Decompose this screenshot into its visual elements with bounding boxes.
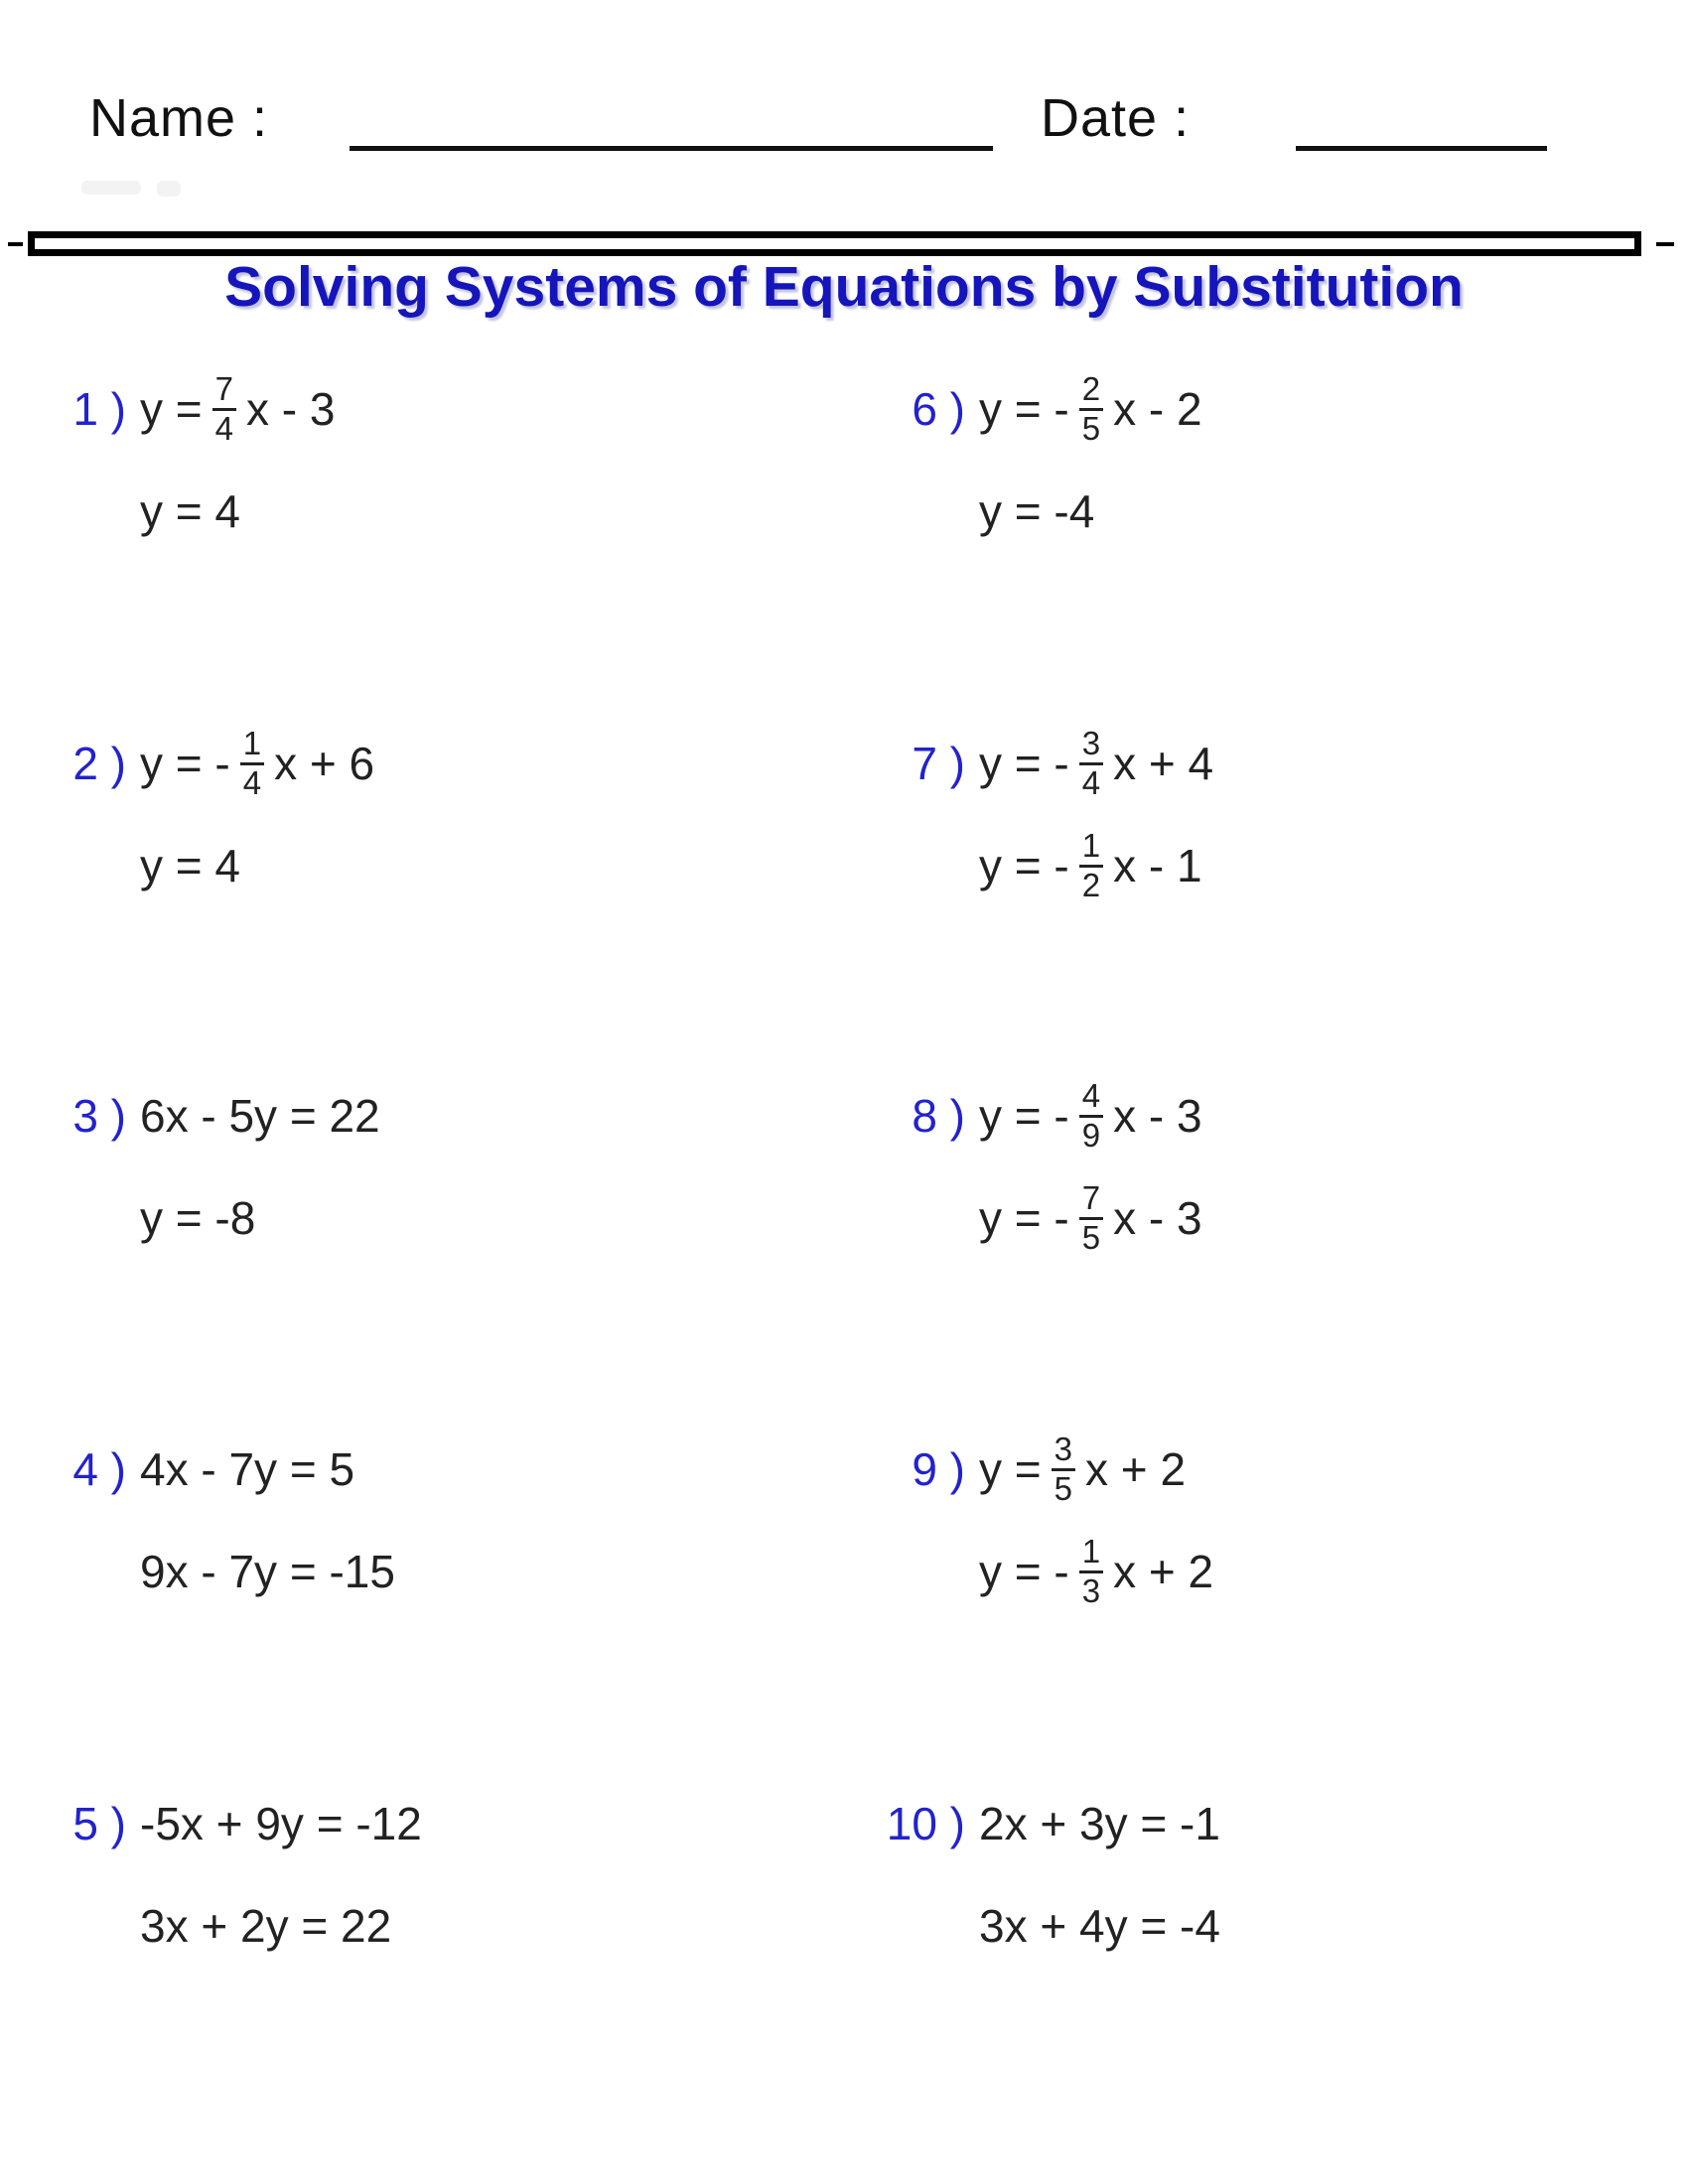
equation-text: 4x - 7y = 5	[140, 1443, 355, 1495]
problem-block	[876, 364, 1202, 556]
equation-text: 2x + 3y = -1	[979, 1798, 1220, 1849]
problem-second-line	[876, 1527, 1213, 1616]
problem-first-line	[876, 364, 1202, 454]
fraction-denominator: 2	[1079, 865, 1103, 903]
equation-line	[979, 369, 1202, 447]
fraction-numerator: 1	[1081, 1532, 1101, 1570]
problem-block	[876, 1779, 1220, 1971]
equation-text: y = -8	[140, 1192, 256, 1244]
equation-line	[140, 1545, 395, 1598]
fraction-numerator: 7	[1081, 1178, 1101, 1216]
problem-second-line	[876, 467, 1202, 556]
problem-block	[37, 1425, 395, 1616]
problem-number: 4 )	[72, 1443, 126, 1495]
fraction-denominator: 4	[212, 408, 236, 447]
fraction	[1079, 724, 1103, 801]
problem-second-line	[37, 1527, 395, 1616]
problem-number: 9 )	[912, 1443, 965, 1495]
equation-text: x + 4	[1113, 738, 1214, 789]
problem-first-line	[37, 1425, 395, 1514]
name-label: Name :	[89, 88, 269, 148]
fraction	[1079, 369, 1103, 447]
equation-text: x + 6	[274, 738, 375, 789]
fraction	[1052, 1430, 1075, 1507]
page-title: Solving Systems of Equations by Substitution	[224, 255, 1464, 319]
equation-line	[140, 484, 240, 538]
name-input-line[interactable]	[350, 146, 993, 151]
equation-line	[140, 839, 240, 892]
equation-line	[979, 1430, 1187, 1507]
problem-block	[37, 719, 374, 910]
equation-text: 6x - 5y = 22	[140, 1090, 380, 1142]
equation-text: y = -	[979, 383, 1069, 435]
problem-number: 3 )	[72, 1090, 126, 1142]
equation-line	[140, 724, 375, 801]
problem-second-line	[876, 821, 1213, 910]
problem-first-line	[37, 364, 335, 454]
equation-line	[979, 1076, 1202, 1154]
problem-number: 7 )	[912, 738, 965, 789]
problem-first-line	[876, 719, 1213, 808]
problem-second-line	[37, 1173, 380, 1263]
equation-text: y = 4	[140, 485, 241, 537]
equation-line	[140, 1442, 354, 1496]
problem-block	[876, 719, 1213, 910]
problem-first-line	[37, 1071, 380, 1160]
problem-block	[37, 364, 335, 556]
fraction	[1079, 826, 1103, 903]
fraction-numerator: 7	[214, 369, 234, 407]
equation-text: x - 3	[246, 383, 336, 435]
fraction-numerator: 1	[242, 724, 262, 761]
equation-text: y = -	[140, 738, 230, 789]
watermark-smudge	[157, 181, 181, 197]
date-input-line[interactable]	[1296, 146, 1547, 151]
divider-dash-right	[1656, 242, 1674, 246]
equation-text: y =	[979, 1443, 1042, 1495]
problem-first-line	[876, 1425, 1213, 1514]
date-label: Date :	[1041, 88, 1191, 148]
problem-second-line	[37, 821, 374, 910]
equation-text: y = -4	[979, 485, 1095, 537]
problem-first-line	[37, 1779, 422, 1868]
equation-text: -5x + 9y = -12	[140, 1798, 422, 1849]
equation-text: x + 2	[1085, 1443, 1187, 1495]
equation-line	[979, 1899, 1220, 1953]
fraction-numerator: 4	[1081, 1076, 1101, 1114]
problem-block	[37, 1071, 380, 1263]
equation-text: 3x + 4y = -4	[979, 1900, 1220, 1952]
equation-line	[979, 1797, 1220, 1850]
problem-block	[876, 1071, 1202, 1263]
equation-text: x + 2	[1113, 1546, 1214, 1597]
equation-line	[140, 369, 336, 447]
equation-text: y =	[140, 383, 203, 435]
fraction-denominator: 3	[1079, 1570, 1103, 1609]
fraction	[1079, 1178, 1103, 1256]
problem-second-line	[876, 1173, 1202, 1263]
equation-line	[140, 1899, 391, 1953]
problem-block	[37, 1779, 422, 1971]
problem-second-line	[37, 467, 335, 556]
fraction-denominator: 4	[1079, 762, 1103, 801]
problem-second-line	[37, 1881, 422, 1971]
problem-number: 10 )	[886, 1798, 965, 1849]
fraction-numerator: 1	[1081, 826, 1101, 864]
equation-line	[140, 1089, 380, 1143]
divider-bar	[28, 231, 1641, 256]
equation-text: x - 1	[1113, 840, 1202, 891]
equation-line	[979, 1532, 1214, 1609]
fraction	[1079, 1076, 1103, 1154]
problem-first-line	[37, 719, 374, 808]
problem-second-line	[876, 1881, 1220, 1971]
problem-number: 6 )	[912, 383, 965, 435]
fraction-denominator: 9	[1079, 1115, 1103, 1154]
problem-first-line	[876, 1071, 1202, 1160]
fraction-denominator: 5	[1079, 1217, 1103, 1256]
divider-dash-left	[8, 242, 23, 246]
equation-line	[979, 724, 1214, 801]
fraction	[1079, 1532, 1103, 1609]
problem-block	[876, 1425, 1213, 1616]
fraction-denominator: 4	[240, 762, 264, 801]
problem-number: 5 )	[72, 1798, 126, 1849]
equation-text: 3x + 2y = 22	[140, 1900, 392, 1952]
equation-line	[979, 826, 1202, 903]
equation-text: x - 3	[1113, 1090, 1202, 1142]
watermark-smudge	[81, 181, 141, 195]
fraction	[240, 724, 264, 801]
problem-number: 1 )	[72, 383, 126, 435]
fraction-denominator: 5	[1079, 408, 1103, 447]
equation-text: y = 4	[140, 840, 241, 891]
problem-number: 2 )	[72, 738, 126, 789]
equation-text: x - 3	[1113, 1192, 1202, 1244]
equation-text: y = -	[979, 840, 1069, 891]
equation-line	[979, 1178, 1202, 1256]
fraction-numerator: 3	[1054, 1430, 1073, 1467]
equation-text: y = -	[979, 1090, 1069, 1142]
fraction-numerator: 2	[1081, 369, 1101, 407]
equation-text: x - 2	[1113, 383, 1202, 435]
problem-first-line	[876, 1779, 1220, 1868]
problem-number: 8 )	[912, 1090, 965, 1142]
fraction-denominator: 5	[1052, 1468, 1075, 1507]
equation-line	[979, 484, 1094, 538]
fraction-numerator: 3	[1081, 724, 1101, 761]
equation-text: y = -	[979, 1192, 1069, 1244]
equation-text: y = -	[979, 1546, 1069, 1597]
equation-text: 9x - 7y = -15	[140, 1546, 395, 1597]
equation-line	[140, 1797, 422, 1850]
equation-line	[140, 1191, 255, 1245]
equation-text: y = -	[979, 738, 1069, 789]
fraction	[212, 369, 236, 447]
